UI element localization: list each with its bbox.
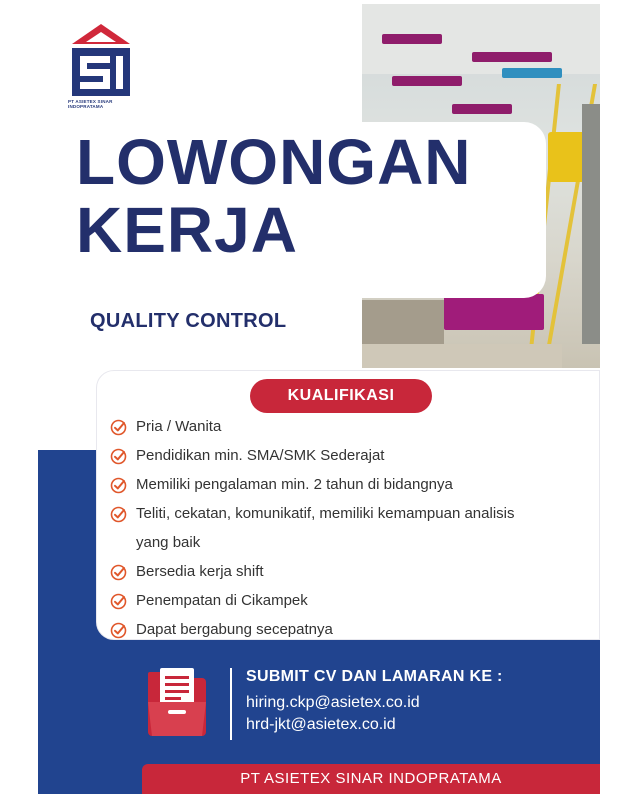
logo-caption: PT ASIETEX SINAR INDOPRATAMA xyxy=(68,99,113,109)
submit-title: SUBMIT CV DAN LAMARAN KE : xyxy=(246,668,503,685)
divider xyxy=(230,668,232,740)
qualification-text: Pendidikan min. SMA/SMK Sederajat xyxy=(136,447,385,464)
qualification-text: Teliti, cekatan, komunikatif, memiliki kemampuan analisis xyxy=(136,505,515,522)
check-icon xyxy=(110,477,127,494)
asietex-logo-icon xyxy=(68,22,134,98)
qualification-text: Bersedia kerja shift xyxy=(136,563,264,580)
check-icon xyxy=(110,506,127,523)
headline-line-1: LOWONGAN xyxy=(76,126,472,198)
check-icon xyxy=(110,448,127,465)
position-title: QUALITY CONTROL xyxy=(90,310,287,332)
qualification-text: Memiliki pengalaman min. 2 tahun di bidangnya xyxy=(136,476,453,493)
email-link-hiring[interactable]: hiring.ckp@asietex.co.id xyxy=(246,694,420,711)
list-item xyxy=(110,441,590,470)
email-link-hrd[interactable]: hrd-jkt@asietex.co.id xyxy=(246,716,396,733)
company-footer: PT ASIETEX SINAR INDOPRATAMA xyxy=(142,764,600,794)
list-item xyxy=(110,528,590,557)
check-icon xyxy=(110,564,127,581)
list-item xyxy=(110,412,590,441)
list-item xyxy=(110,557,590,586)
qualification-text: yang baik xyxy=(136,534,201,551)
list-item xyxy=(110,586,590,615)
job-poster xyxy=(38,4,600,794)
qualifications-badge: KUALIFIKASI xyxy=(250,379,432,413)
check-icon xyxy=(110,622,127,639)
qualification-text: Pria / Wanita xyxy=(136,418,222,435)
list-item xyxy=(110,499,590,528)
qualifications-list xyxy=(110,412,590,644)
document-folder-icon xyxy=(146,666,208,738)
list-item xyxy=(110,470,590,499)
check-icon xyxy=(110,593,127,610)
page-title xyxy=(76,128,472,264)
headline-line-2: KERJA xyxy=(76,194,298,266)
check-icon xyxy=(110,419,127,436)
qualification-text: Dapat bergabung secepatnya xyxy=(136,621,333,638)
list-item xyxy=(110,615,590,644)
qualification-text: Penempatan di Cikampek xyxy=(136,592,308,609)
